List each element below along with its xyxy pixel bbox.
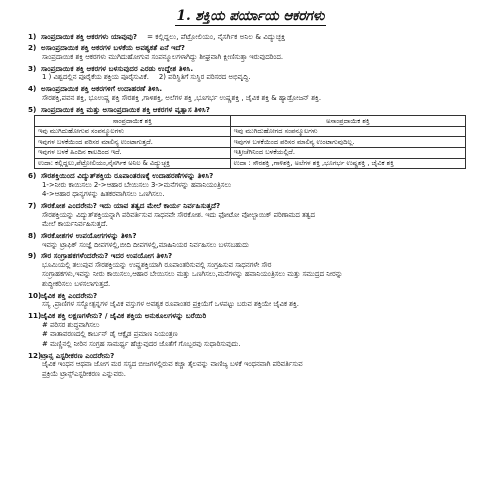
question-text: ಸಾಂಪ್ರದಾಯಿಕ ಶಕ್ತಿ ಮತ್ತು ಅಸಾಂಪ್ರದಾಯಿಕ ಶಕ್ತಿ ಆಕರಗಳ ವ್ಯತ್ಯಾಸ ತಿಳಿಸಿ?	[41, 104, 210, 114]
answer-12-line-2: ಪ್ರಕ್ರಿಯೆ ಟ್ರಾನ್ಸ್‌ಎಸ್ಟರೀಕರಣ ಎನ್ನುವರು.	[42, 369, 126, 378]
question-text: ಟ್ರಾನ್ಸ ಎಸ್ಟರೀಕರಣ ಎಂದರೇನು?	[41, 350, 115, 360]
title-row	[28, 8, 473, 26]
question-7	[28, 201, 473, 211]
option-2: 2) ಪರಿಸ್ಥಿತಿಗೆ ಸುಸ್ಥಿರ ಪರಿಸರದ ಅಭಿವೃದ್ಧಿ.	[158, 73, 251, 82]
question-text: ಅಸಾಂಪ್ರದಾಯಿಕ ಶಕ್ತಿ ಆಕರಗಳ ಬಳಕೆಯ ಅವಶ್ಯಕತೆ ಏನೆ ಇದೆ?	[41, 43, 185, 53]
answer-9-line-2: ಸಂಗ್ರಾಹಕಗಳು,ಇವನ್ನು ನೀರು ಕಾಯಿಸಲು,ಆಹಾರ ಬೇಯಿಸಲು ಮತ್ತು ಒಣಗಿಸಲು,ಮನೆಗಳನ್ನು ಹವಾನಿಯಂತ್ರಿಸಲು ಮತ್ತು ಸಮುದ್ರದ ನೀರನ್ನು	[42, 270, 343, 279]
question-number: 8)	[28, 230, 37, 240]
question-text: ಜೈವಿಕ ಶಕ್ತಿ ಎಂದರೇನು?	[41, 290, 98, 300]
question-6	[28, 171, 473, 181]
question-9	[28, 251, 473, 261]
question-number: 7)	[28, 201, 37, 211]
table-cell: ಇವುಗಳ ಬಳಕೆಯಿಂದ ಪರಿಸರ ಮಾಲಿನ್ಯ ಉಂಟಾಗುವುದಿಲ್ಲ.	[230, 137, 465, 148]
table-cell: ಇವು ಮುಗಿದುಹೋಗುವ ಸಂಪನ್ಮೂಲಗಳು	[35, 126, 231, 137]
question-text: ಸೌರಶಕ್ತಿಯಿಂದ ವಿದ್ಯುತ್‌ಶಕ್ತಿಯ ರೂಪಾಂತರಣಕ್ಕೆ ಉದಾಹರಣೆಗಳನ್ನು ತಿಳಿಸಿ?	[41, 171, 214, 181]
table-cell: ಇವು ಮುಗಿದುಹೋಗದ ಸಂಪನ್ಮೂಲಗಳು	[230, 126, 465, 137]
table-cell: ಇವುಗಳ ಬಳಕೆಯಿಂದ ಪರಿಸರ ಮಾಲಿನ್ಯ ಉಂಟಾಗುತ್ತದೆ.	[35, 137, 231, 148]
question-number: 5)	[28, 104, 37, 114]
question-number: 10)	[28, 290, 42, 300]
table-header: ಸಾಂಪ್ರದಾಯಿಕ ಶಕ್ತಿ	[35, 116, 231, 127]
answer-text: = ಕಲ್ಲಿದ್ದಲು, ಪೆಟ್ರೋಲಿಯಂ, ನೈಸರ್ಗಿಕ ಅನಿಲ & ವಿದ್ಯುಚ್ಛಕ್ತಿ	[147, 32, 286, 41]
table-cell: ಉದಾ: ಕಲ್ಲಿದ್ದಲು,ಪೆಟ್ರೋಲಿಯಂ,ನೈಸರ್ಗಿಕ ಅನಿಲ & ವಿದ್ಯುಚ್ಛಕ್ತಿ	[35, 158, 231, 169]
page-title: 1. ಶಕ್ತಿಯ ಪರ್ಯಾಯ ಆಕರಗಳು	[176, 8, 325, 24]
question-4	[28, 84, 473, 94]
table-cell: ಇತ್ತೀಚೆಗಿನಿಂದ ಬಳಕೆಯಲ್ಲಿದೆ.	[230, 147, 465, 158]
question-3	[28, 64, 473, 74]
table-header-row	[35, 116, 466, 127]
question-number: 2)	[28, 43, 37, 53]
table-row	[35, 126, 466, 137]
question-12	[28, 351, 473, 361]
answer-6-line-2: 4->ಆಹಾರ ಧಾನ್ಯಗಳನ್ನು ಹಿತಕರವಾಗಿಸಲು ಒಣಗಿಸಲು.	[42, 190, 165, 199]
question-number: 12)	[28, 350, 42, 360]
question-number: 4)	[28, 84, 37, 94]
table-row	[35, 137, 466, 148]
answer-9-line-1: ಭೂಮಿಯಲ್ಲಿ ತಲುಪುವ ಸೌರಶಕ್ತಿಯನ್ನು ಉಷ್ಣಶಕ್ತಿಯಾಗಿ ರೂಪಾಂತರಿಸುವಲ್ಲಿ ಸಂಗ್ರಹಿಸುವ ಸಾಧನಗಳೇ ಸೌರ	[42, 261, 272, 270]
answer-3	[28, 73, 473, 82]
question-text: ಅಸಾಂಪ್ರದಾಯಿಕ ಶಕ್ತಿ ಆಕರಗಳಿಗೆ ಉದಾಹರಣೆ ತಿಳಿಸಿ.	[41, 84, 163, 94]
comparison-table	[34, 115, 466, 169]
answer-7-line-2: ಮೇಲೆ ಕಾರ್ಯನಿರ್ವಹಿಸುತ್ತದೆ.	[42, 220, 108, 229]
question-2	[28, 43, 473, 53]
table-row	[35, 147, 466, 158]
question-number: 9)	[28, 251, 37, 261]
question-number: 11)	[28, 311, 42, 321]
table-row	[35, 158, 466, 169]
answer-11-line-3: # ಮಣ್ಣಿನಲ್ಲಿ ನೀರಿನ ಸಂಗ್ರಹ ಸಾಮರ್ಥ್ಯ ಹೆಚ್ಚುವುದರ ಜೊತೆಗೆ ಗೊಬ್ಬರವು ಸುಧಾರಿಸುವುದು.	[42, 339, 241, 348]
question-8	[28, 231, 473, 241]
question-5	[28, 105, 473, 115]
question-11	[28, 311, 473, 321]
answer-11-line-1: # ಪರಿಸರ ಶುದ್ಧವಾಗಿಸಲು	[42, 320, 100, 329]
question-number: 1)	[28, 32, 37, 41]
answer-2: ಸಾಂಪ್ರದಾಯಿಕ ಶಕ್ತಿ ಆಕರಗಳು ಮುಗಿದುಹೋಗುವ ಸಂಪನ್ಮೂಲಗಳಾಗಿದ್ದು ಶೀಘ್ರವಾಗಿ ಕ್ಷೀಣಿಸುತ್ತಾ ಇರುವುದರಿಂದ.	[42, 52, 284, 61]
table-header: ಅಸಾಂಪ್ರದಾಯಿಕ ಶಕ್ತಿ	[230, 116, 465, 127]
question-1	[28, 32, 473, 42]
answer-6-line-1: 1->ನೀರು ಕಾಯಿಸಲು 2->ಆಹಾರ ಬೇಯಿಸಲು 3->ಮನೆಗಳನ್ನು ಹವಾನಿಯಂತ್ರಿಸಲು	[42, 180, 232, 189]
question-number: 6)	[28, 171, 37, 181]
answer-10: ಸಸ್ಯ ,ಪ್ರಾಣಿಗಳ ಸಸ್ಯೋತ್ಪನ್ನಗಳ ಜೈವಿಕ ವಸ್ತುಗಳ ಅವಶ್ಯಕ ರೂಪಾಂತರ ಪ್ರಕ್ರಿಯೆಗೆ ಒಳಪಟ್ಟು ಬರುವ ಶಕ್ತಿಯೇ ಜೈವಿಕ ಶಕ್ತಿ.	[42, 300, 299, 309]
question-text: ಸಾಂಪ್ರದಾಯಿಕ ಶಕ್ತಿ ಆಕರಗಳ ಬಳಸುವುದರ ಎರಡು ಉದ್ದೇಶ ತಿಳಿಸಿ.	[41, 63, 194, 73]
answer-11-line-2: # ವಾತಾವರಣದಲ್ಲಿ ಕಾರ್ಬನ್ ಡೈ ಆಕ್ಸೈಡ ಪ್ರಮಾಣ ನಿಯಂತ್ರಣ	[42, 330, 178, 339]
answer-4: ಸೌರಶಕ್ತಿ,ಪವನ ಶಕ್ತಿ, ಭೂಉಷ್ಣ ಶಕ್ತಿ ಸೌರಶಕ್ತಿ ,ಗಾಳಿಶಕ್ತಿ, ಅಲೆಗಳ ಶಕ್ತಿ ,ಭೂಗರ್ಭ ಉಷ್ಣಶಕ್ತಿ , ಜೈವಿಕ ಶಕ್ತಿ & ಹ್ಯಾಡ್ರೋಜನ್ ಶಕ್ತಿ.	[42, 93, 322, 102]
question-10	[28, 291, 473, 301]
table-cell: ಇವುಗಳ ಬಳಕೆ ಹಿಂದಿನ ಕಾಲದಿಂದ ಇದೆ.	[35, 147, 231, 158]
table-cell: ಉದಾ : ಸೌರಶಕ್ತಿ ,ಗಾಳಿಶಕ್ತಿ, ಅಲೆಗಳ ಶಕ್ತಿ ,ಭೂಗರ್ಭ ಉಷ್ಣಶಕ್ತಿ , ಜೈವಿಕ ಶಕ್ತಿ	[230, 158, 465, 169]
question-text: ಸೌರ ಸಂಗ್ರಾಹಕಗಳೆಂದರೇನು? ಇದರ ಉಪಯೋಗ ತಿಳಿಸಿ?	[41, 251, 173, 261]
answer-12-line-1: ಜೈವಿಕ ಇಂಧನ ಆಥವಾ ಜೋಗ ಮರ ಸಸ್ಯದ ಬೀಜಗಳಲ್ಲಿರುವ ಕಚ್ಚಾ ತೈಲವನ್ನು ವಾಣಿಜ್ಯ ಬಳಕೆ ಇಂಧನವಾಗಿ ಪರಿವರ್ತಿಸುವ	[42, 360, 303, 369]
question-number: 3)	[28, 63, 37, 73]
question-text: ಸೌರಕೋಶಗಳ ಉಪಯೋಗಗಳನ್ನು ತಿಳಿಸಿ?	[41, 230, 137, 240]
option-1: 1 ) ವಿಶ್ವದಲ್ಲಿನ ಪೂರೈಕೆಯ ಶಕ್ತಿಯ ಪೂರೈಸುವಿಕೆ.	[42, 73, 149, 82]
answer-8: ಇವನ್ನು ಟ್ರಾಫಿಕ್ ಸಂಜ್ಞೆ ದೀಪಗಳಲ್ಲಿ,ಬೀದಿ ದೀಪಗಳಲ್ಲಿ,ಮಾಹಿನಿಯರ ನಿರ್ವಹಿಸಲು ಬಳಸಬಹುದು	[42, 240, 249, 249]
question-text: ಸೌರಕೋಶ ಎಂದರೇನು? ಇದು ಯಾವ ತತ್ವದ ಮೇಲೆ ಕಾರ್ಯ ನಿರ್ವಹಿಸುತ್ತದೆ?	[41, 201, 221, 211]
question-text: ಸಾಂಪ್ರದಾಯಿಕ ಶಕ್ತಿ ಆಕರಗಳು ಯಾವುವು?	[41, 32, 137, 41]
answer-9-line-3: ಶುದ್ಧೀಕರಿಸಲು ಬಳಸಲಾಗುತ್ತದೆ.	[42, 279, 111, 288]
question-text: ಜೈವಿಕ ಶಕ್ತಿ ಲಕ್ಷಣಗಳೇನು? / ಜೈವಿಕ ಶಕ್ತಿಯ ಅನುಕೂಲಗಳನ್ನು ಬರೆಯಿರಿ	[41, 311, 207, 321]
answer-7-line-1: ಸೌರಶಕ್ತಿಯನ್ನು ವಿದ್ಯುತ್‌ಶಕ್ತಿಯನ್ನಾಗಿ ಪರಿವರ್ತಿಸುವ ಸಾಧನವೇ ಸೌರಕೋಶ. ಇದು ಫೋಟೋ ವೋಲ್ಟಾಯಿಕ್ ಪರಿಣಾಮದ ತತ್ವದ	[42, 210, 315, 219]
